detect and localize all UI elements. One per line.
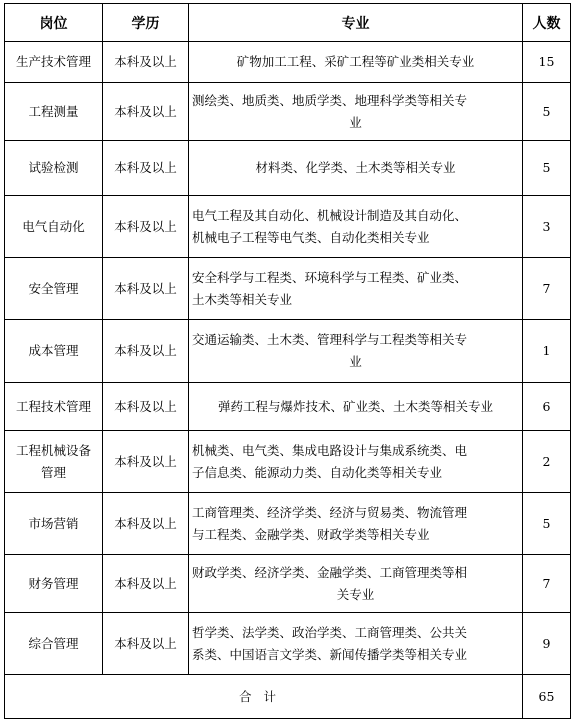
header-education: 学历 [103, 4, 189, 42]
cell-position: 安全管理 [5, 258, 103, 320]
cell-count: 1 [523, 320, 571, 383]
cell-education: 本科及以上 [103, 383, 189, 431]
cell-education: 本科及以上 [103, 493, 189, 555]
table-row [5, 141, 571, 196]
table-row [5, 196, 571, 258]
cell-count: 7 [523, 258, 571, 320]
total-count: 65 [523, 675, 571, 719]
cell-position: 试验检测 [5, 141, 103, 196]
cell-education: 本科及以上 [103, 42, 189, 83]
table-row [5, 493, 571, 555]
recruitment-table [4, 3, 571, 719]
cell-count: 5 [523, 493, 571, 555]
cell-education: 本科及以上 [103, 555, 189, 613]
cell-major: 电气工程及其自动化、机械设计制造及其自动化、 机械电子工程等电气类、自动化类相关专业 [189, 196, 523, 258]
cell-position: 财务管理 [5, 555, 103, 613]
table-row [5, 613, 571, 675]
cell-count: 6 [523, 383, 571, 431]
cell-count: 2 [523, 431, 571, 493]
cell-major: 机械类、电气类、集成电路设计与集成系统类、电 子信息类、能源动力类、自动化类等相关专业 [189, 431, 523, 493]
cell-position: 成本管理 [5, 320, 103, 383]
cell-count: 9 [523, 613, 571, 675]
total-row [5, 675, 571, 719]
cell-major: 材料类、化学类、土木类等相关专业 [189, 141, 523, 196]
cell-count: 5 [523, 141, 571, 196]
table-row [5, 383, 571, 431]
cell-education: 本科及以上 [103, 83, 189, 141]
cell-major: 交通运输类、土木类、管理科学与工程类等相关专 业 [189, 320, 523, 383]
cell-major: 弹药工程与爆炸技术、矿业类、土木类等相关专业 [189, 383, 523, 431]
total-label: 合计 [5, 675, 523, 719]
header-row [5, 4, 571, 42]
table-row [5, 431, 571, 493]
cell-position: 生产技术管理 [5, 42, 103, 83]
cell-education: 本科及以上 [103, 196, 189, 258]
cell-education: 本科及以上 [103, 320, 189, 383]
cell-count: 3 [523, 196, 571, 258]
table-row [5, 555, 571, 613]
header-major: 专业 [189, 4, 523, 42]
cell-major: 矿物加工工程、采矿工程等矿业类相关专业 [189, 42, 523, 83]
cell-count: 5 [523, 83, 571, 141]
cell-position: 综合管理 [5, 613, 103, 675]
cell-major: 安全科学与工程类、环境科学与工程类、矿业类、 土木类等相关专业 [189, 258, 523, 320]
table-row [5, 83, 571, 141]
cell-education: 本科及以上 [103, 141, 189, 196]
cell-major: 工商管理类、经济学类、经济与贸易类、物流管理 与工程类、金融学类、财政学类等相关专业 [189, 493, 523, 555]
cell-major: 财政学类、经济学类、金融学类、工商管理类等相 关专业 [189, 555, 523, 613]
cell-education: 本科及以上 [103, 258, 189, 320]
table-row [5, 42, 571, 83]
cell-education: 本科及以上 [103, 431, 189, 493]
cell-position: 工程技术管理 [5, 383, 103, 431]
cell-position: 工程机械设备 管理 [5, 431, 103, 493]
cell-position: 工程测量 [5, 83, 103, 141]
cell-position: 电气自动化 [5, 196, 103, 258]
cell-education: 本科及以上 [103, 613, 189, 675]
table-row [5, 320, 571, 383]
header-position: 岗位 [5, 4, 103, 42]
cell-count: 7 [523, 555, 571, 613]
cell-major: 哲学类、法学类、政治学类、工商管理类、公共关 系类、中国语言文学类、新闻传播学类等相关专业 [189, 613, 523, 675]
cell-position: 市场营销 [5, 493, 103, 555]
cell-count: 15 [523, 42, 571, 83]
cell-major: 测绘类、地质类、地质学类、地理科学类等相关专 业 [189, 83, 523, 141]
header-count: 人数 [523, 4, 571, 42]
table-row [5, 258, 571, 320]
